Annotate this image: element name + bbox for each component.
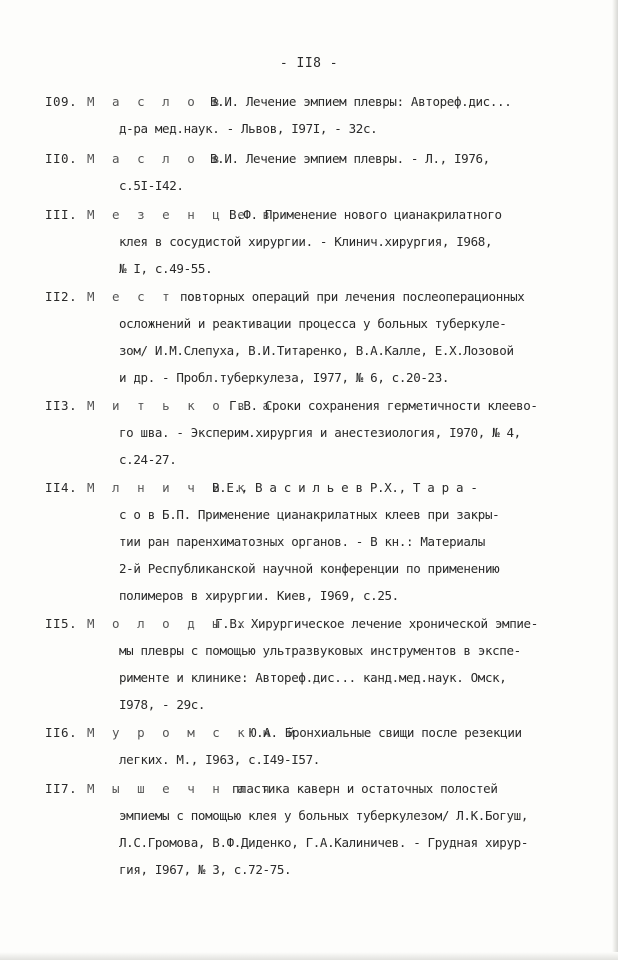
entry-number: II3. bbox=[45, 398, 78, 413]
entry-text-line: с.24-27. bbox=[119, 452, 177, 467]
entry-text-line: В.И. Лечение эмпием плевры. - Л., I976, bbox=[210, 151, 490, 166]
entry-number: II2. bbox=[45, 289, 78, 304]
entry-text-line: полимеров в хирургии. Киев, I969, с.25. bbox=[119, 588, 399, 603]
entry-text-line: тии ран паренхиматозных органов. - В кн.: Материалы bbox=[119, 534, 485, 549]
entry-author: М е с т о bbox=[87, 289, 200, 304]
entry-number: III. bbox=[45, 207, 78, 222]
entry-author: М у р о м с к и й bbox=[87, 725, 300, 740]
entry-text-line: 2-й Республиканской научной конференции по применению bbox=[119, 561, 500, 576]
entry-text-line: гия, I967, № 3, с.72-75. bbox=[119, 862, 292, 877]
entry-text-line: с о в Б.П. Применение цианакрилатных клеев при закры- bbox=[119, 507, 500, 522]
entry-text-line: осложнений и реактивации процесса у больных туберкуле- bbox=[119, 316, 507, 331]
entry-text-line: го шва. - Эксперим.хирургия и анестезиология, I970, № 4, bbox=[119, 425, 521, 440]
entry-author: М а с л о в bbox=[87, 94, 225, 109]
entry-text-line: Г.В. Сроки сохранения герметичности клеево- bbox=[229, 398, 538, 413]
entry-text-line: В.Е., В а с и л ь е в Р.Х., Т а р а - bbox=[212, 480, 478, 495]
entry-text-line: Л.С.Громова, В.Ф.Диденко, Г.А.Калиничев. - Грудная хирур- bbox=[119, 835, 529, 850]
entry-text-line: В.И. Лечение эмпием плевры: Автореф.дис... bbox=[210, 94, 512, 109]
entry-text-line: клея в сосудистой хирургии. - Клинич.хирургия, I968, bbox=[119, 234, 493, 249]
entry-author: М а с л о в bbox=[87, 151, 225, 166]
entry-text-line: Г.В. Хирургическое лечение хронической эмпие- bbox=[215, 616, 538, 631]
entry-text-line: Ю.А. Бронхиальные свищи после резекции bbox=[249, 725, 522, 740]
entry-text-line: мы плевры с помощью ультразвуковых инструментов в экспе- bbox=[119, 643, 521, 658]
entry-number: II0. bbox=[45, 151, 78, 166]
entry-text-line: с.5I-I42. bbox=[119, 178, 184, 193]
entry-number: II4. bbox=[45, 480, 78, 495]
entry-number: II5. bbox=[45, 616, 78, 631]
entry-text-line: рименте и клинике: Автореф.дис... канд.мед.наук. Омск, bbox=[119, 670, 507, 685]
entry-author: М о л о д ы х bbox=[87, 616, 250, 631]
page-bottom-shadow bbox=[0, 952, 618, 960]
entry-author: М е з е н ц е в bbox=[87, 207, 275, 222]
entry-text-line: и др. - Пробл.туберкулеза, I977, № 6, с.20-23. bbox=[119, 370, 450, 385]
entry-text-line: зом/ И.М.Слепуха, В.И.Титаренко, В.А.Калле, Е.Х.Лозовой bbox=[119, 343, 514, 358]
entry-text-line: эмпиемы с помощью клея у больных туберкулезом/ Л.К.Богуш, bbox=[119, 808, 529, 823]
entry-author: М л н и ч и к bbox=[87, 480, 250, 495]
entry-text-line: В.Ф. Применение нового цианакрилатного bbox=[229, 207, 502, 222]
entry-text-line: I978, - 29с. bbox=[119, 697, 206, 712]
entry-author: М и т ь к о в а bbox=[87, 398, 275, 413]
entry-author: М ы ш е ч н а я bbox=[87, 781, 275, 796]
page-edge-shadow bbox=[612, 0, 618, 960]
entry-text-line: д-ра мед.наук. - Львов, I97I, - 32с. bbox=[119, 121, 378, 136]
entry-number: II7. bbox=[45, 781, 78, 796]
entry-number: I09. bbox=[45, 94, 78, 109]
entry-text-line: № I, с.49-55. bbox=[119, 261, 213, 276]
entry-text-line: легких. М., I963, с.I49-I57. bbox=[119, 752, 320, 767]
entry-number: II6. bbox=[45, 725, 78, 740]
entry-text-line: пластика каверн и остаточных полостей bbox=[232, 781, 498, 796]
entry-text-line: повторных операций при лечения послеоперационных bbox=[180, 289, 525, 304]
page-number: - II8 - bbox=[279, 56, 339, 71]
